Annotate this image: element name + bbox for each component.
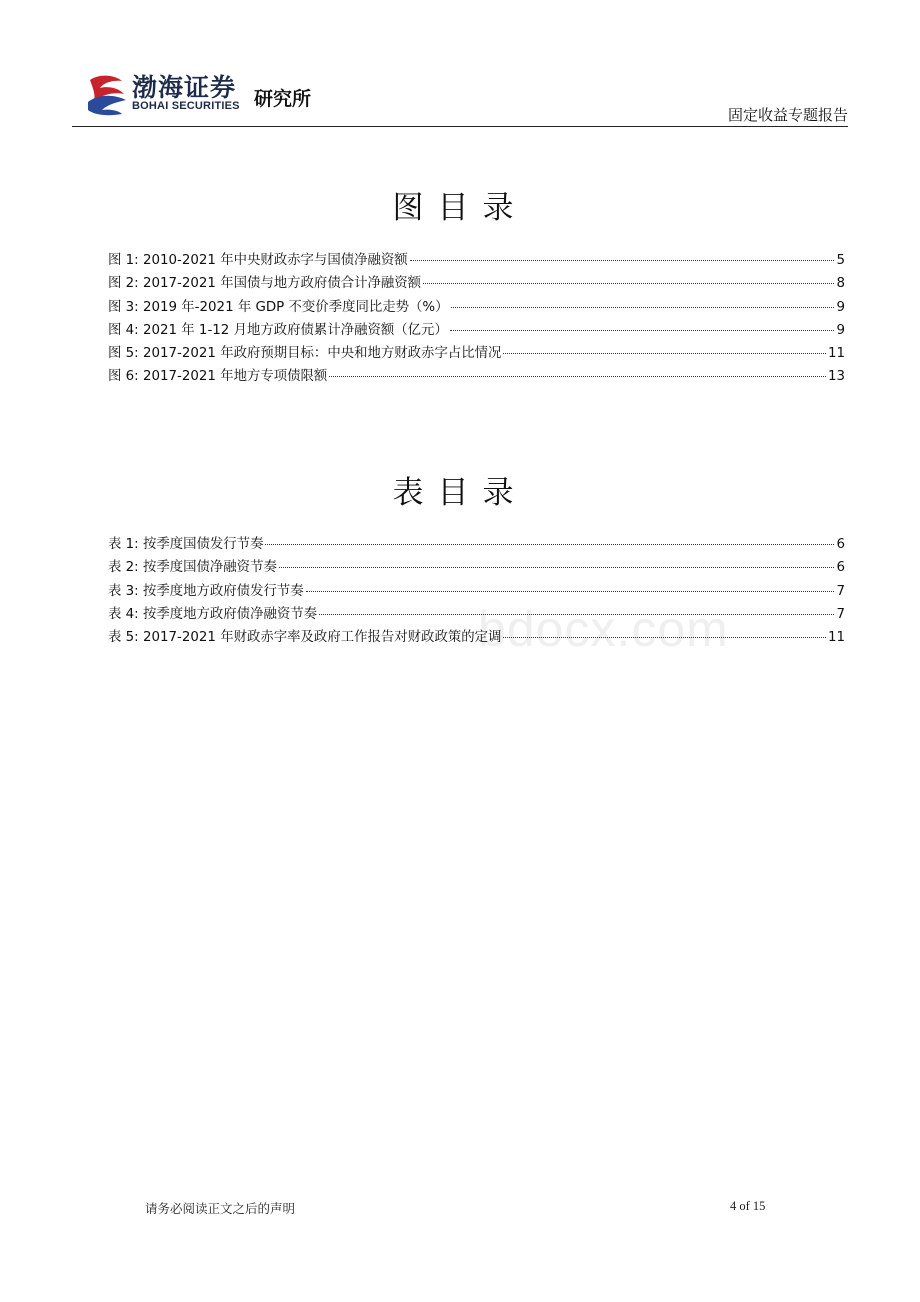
toc-entry[interactable] bbox=[108, 365, 845, 388]
toc-entry-page: 7 bbox=[836, 606, 845, 622]
toc-entry-page: 11 bbox=[827, 346, 845, 362]
figure-toc bbox=[108, 249, 845, 389]
toc-entry-text: 2017-2021 年地方专项债限额 bbox=[142, 369, 328, 385]
toc-entry-text: 2019 年-2021 年 GDP 不变价季度同比走势（%） bbox=[142, 299, 449, 315]
toc-entry-text: 2021 年 1-12 月地方政府债累计净融资额（亿元） bbox=[142, 322, 448, 338]
bohai-logo-icon bbox=[84, 72, 130, 118]
toc-entry-text: 按季度地方政府债净融资节奏 bbox=[142, 606, 318, 622]
toc-entry-title bbox=[108, 533, 263, 552]
toc-entry-page: 9 bbox=[836, 322, 845, 338]
table-list-title: 表目录 bbox=[392, 475, 528, 511]
brand-name-cn: 渤海证券 bbox=[132, 73, 237, 102]
toc-leader-dots bbox=[503, 353, 826, 354]
toc-entry-text: 按季度地方政府债发行节奏 bbox=[142, 583, 304, 599]
toc-leader-dots bbox=[451, 307, 835, 308]
toc-entry[interactable] bbox=[108, 249, 845, 272]
toc-entry[interactable] bbox=[108, 319, 845, 342]
toc-entry-title bbox=[108, 603, 317, 622]
toc-entry[interactable] bbox=[108, 603, 845, 626]
toc-entry-label: 表 4: bbox=[108, 606, 139, 622]
toc-entry[interactable] bbox=[108, 556, 845, 579]
toc-leader-dots bbox=[265, 544, 834, 545]
toc-entry-page: 11 bbox=[827, 630, 845, 646]
toc-entry-title bbox=[108, 342, 501, 361]
toc-entry-page: 8 bbox=[836, 276, 845, 292]
toc-entry-text: 2017-2021 年政府预期目标：中央和地方财政赤字占比情况 bbox=[142, 346, 502, 362]
institute-label: 研究所 bbox=[254, 88, 312, 110]
toc-entry-title bbox=[108, 296, 449, 315]
toc-leader-dots bbox=[319, 614, 834, 615]
toc-entry[interactable] bbox=[108, 580, 845, 603]
toc-entry-label: 图 2: bbox=[108, 276, 139, 292]
toc-entry-label: 表 1: bbox=[108, 537, 139, 552]
page-header bbox=[72, 68, 848, 128]
brand-name-en: BOHAI SECURITIES bbox=[132, 100, 240, 112]
toc-entry-title bbox=[108, 556, 277, 575]
table-toc bbox=[108, 533, 845, 649]
toc-entry-label: 表 2: bbox=[108, 560, 139, 576]
toc-entry-title bbox=[108, 249, 408, 268]
toc-entry-text: 按季度国债净融资节奏 bbox=[142, 560, 277, 576]
toc-entry-title bbox=[108, 365, 327, 384]
toc-entry-page: 7 bbox=[836, 583, 845, 599]
toc-entry[interactable] bbox=[108, 272, 845, 295]
toc-entry-text: 2010-2021 年中央财政赤字与国债净融资额 bbox=[142, 253, 408, 268]
toc-entry-text: 2017-2021 年财政赤字率及政府工作报告对财政政策的定调 bbox=[142, 630, 502, 646]
toc-entry-page: 6 bbox=[836, 537, 845, 552]
toc-entry-title bbox=[108, 626, 501, 645]
toc-leader-dots bbox=[410, 260, 835, 261]
watermark: bdocx.com bbox=[478, 601, 729, 657]
toc-leader-dots bbox=[450, 330, 835, 331]
toc-entry-title bbox=[108, 580, 304, 599]
toc-leader-dots bbox=[306, 591, 835, 592]
header-divider bbox=[72, 126, 848, 127]
toc-entry-text: 2017-2021 年国债与地方政府债合计净融资额 bbox=[142, 276, 422, 292]
toc-entry-page: 6 bbox=[836, 560, 845, 576]
toc-entry-text: 按季度国债发行节奏 bbox=[142, 537, 264, 552]
report-type: 固定收益专题报告 bbox=[727, 106, 848, 124]
toc-leader-dots bbox=[279, 567, 835, 568]
figure-list-title: 图目录 bbox=[392, 190, 528, 226]
toc-entry-title bbox=[108, 319, 448, 338]
toc-entry[interactable] bbox=[108, 533, 845, 556]
toc-entry-label: 表 3: bbox=[108, 583, 139, 599]
toc-entry-label: 图 5: bbox=[108, 346, 139, 362]
toc-entry-page: 13 bbox=[827, 369, 845, 385]
toc-entry-label: 图 3: bbox=[108, 299, 139, 315]
toc-entry[interactable] bbox=[108, 296, 845, 319]
toc-entry-page: 5 bbox=[836, 253, 845, 268]
toc-leader-dots bbox=[503, 637, 826, 638]
toc-entry-label: 图 1: bbox=[108, 253, 139, 268]
toc-entry[interactable] bbox=[108, 626, 845, 649]
toc-entry-label: 图 6: bbox=[108, 369, 139, 385]
toc-entry[interactable] bbox=[108, 342, 845, 365]
toc-entry-label: 表 5: bbox=[108, 630, 139, 646]
footer-disclaimer: 请务必阅读正文之后的声明 bbox=[145, 1201, 296, 1216]
toc-entry-label: 图 4: bbox=[108, 322, 139, 338]
page-number: 4 of 15 bbox=[730, 1199, 766, 1213]
toc-leader-dots bbox=[329, 376, 826, 377]
toc-entry-page: 9 bbox=[836, 299, 845, 315]
toc-entry-title bbox=[108, 272, 421, 291]
toc-leader-dots bbox=[423, 283, 834, 284]
